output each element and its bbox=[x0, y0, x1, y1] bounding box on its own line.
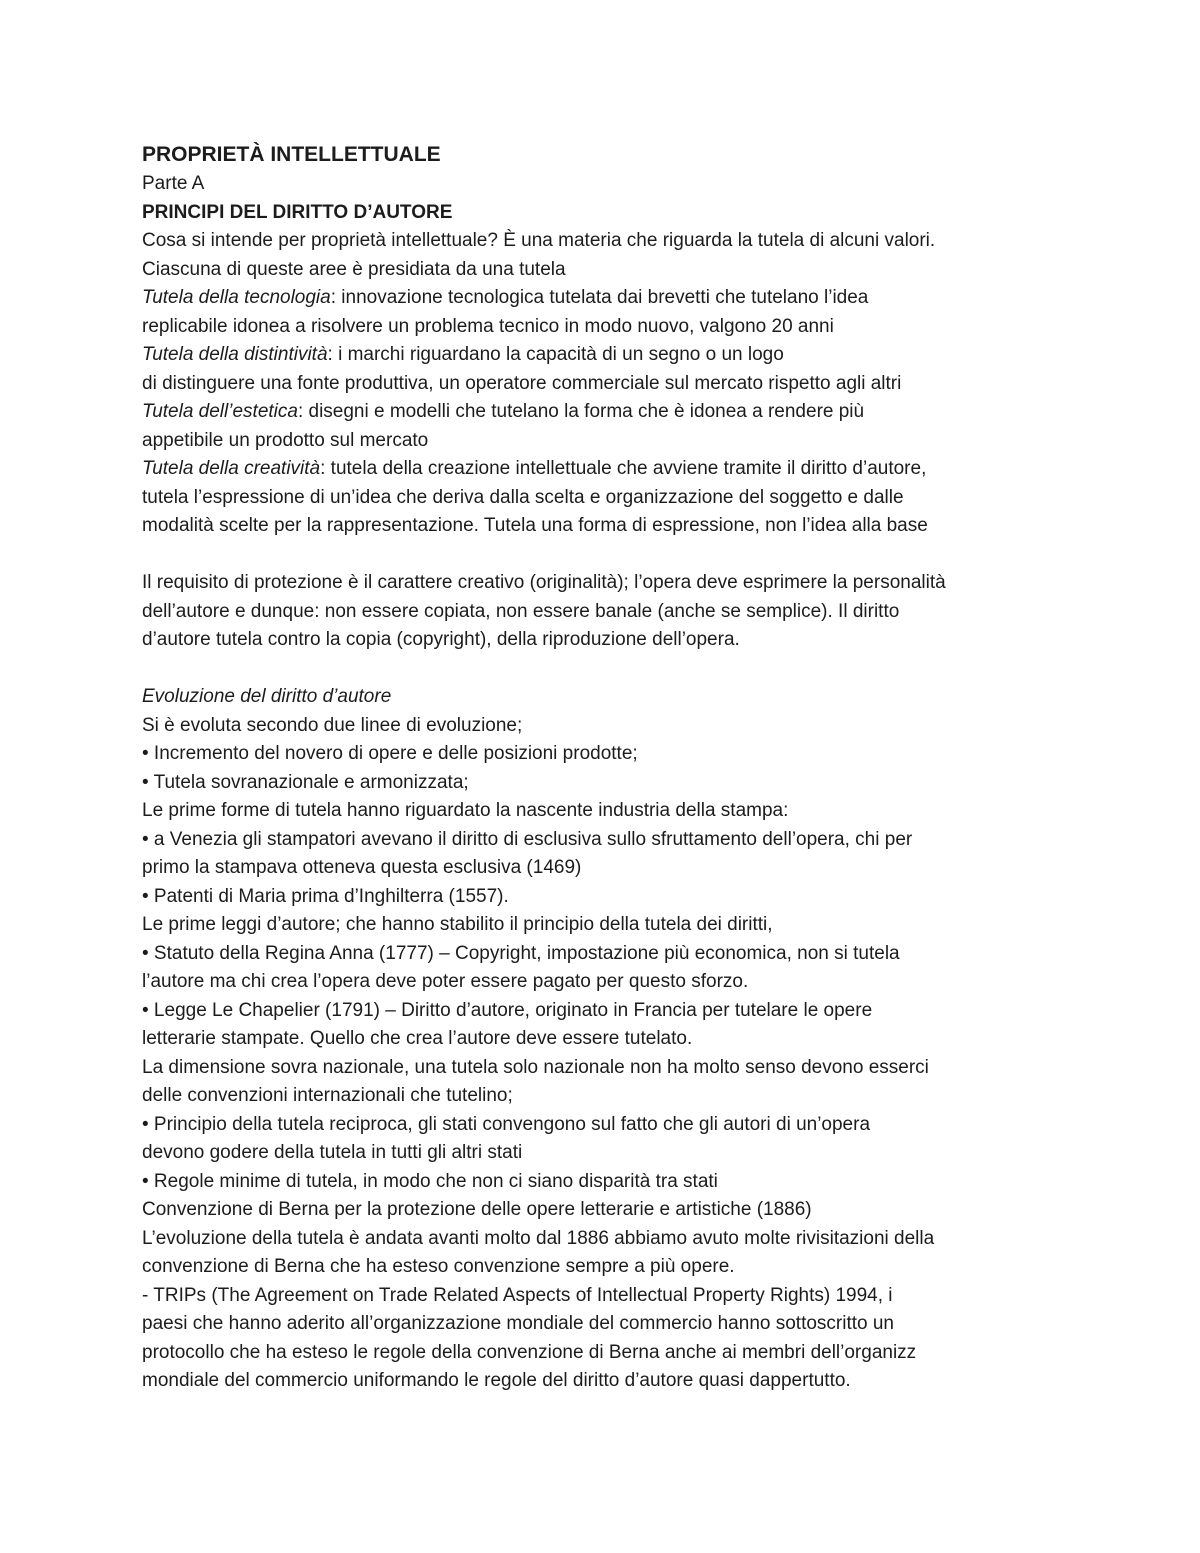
bullet-item: • Statuto della Regina Anna (1777) – Copyright, impostazione più economica, non si tutela bbox=[142, 942, 900, 964]
part-label: Parte A bbox=[142, 173, 205, 194]
text-line: d’autore tutela contro la copia (copyright), della riproduzione dell’opera. bbox=[142, 629, 740, 650]
text-line: di distinguere una fonte produttiva, un operatore commerciale sul mercato rispetto agli altri bbox=[142, 372, 902, 394]
text-line: replicabile idonea a risolvere un problema tecnico in modo nuovo, valgono 20 anni bbox=[142, 315, 834, 337]
evoluzione-heading: Evoluzione del diritto d’autore bbox=[142, 686, 392, 707]
text-line: dell’autore e dunque: non essere copiata, non essere banale (anche se semplice). Il diritto bbox=[142, 600, 900, 622]
tutela-text: : disegni e modelli che tutelano la forma che è idonea a rendere più bbox=[297, 401, 865, 422]
text-line: protocollo che ha esteso le regole della convenzione di Berna anche ai membri dell’organizz bbox=[142, 1341, 917, 1363]
bullet-item: • Incremento del novero di opere e delle posizioni prodotte; bbox=[142, 743, 638, 764]
text-line: Il requisito di protezione è il carattere creativo (originalità); l’opera deve esprimere la personalità bbox=[142, 572, 946, 593]
text-line: appetibile un prodotto sul mercato bbox=[142, 429, 429, 451]
tutela-creativita bbox=[142, 455, 1072, 541]
bullet-item: • Patenti di Maria prima d’Inghilterra (1557). bbox=[142, 885, 509, 907]
tutela-distintivita bbox=[142, 341, 1072, 398]
text-line: Cosa si intende per proprietà intellettuale? È una materia che riguarda la tutela di alcuni valori. bbox=[142, 230, 936, 251]
evoluzione-section bbox=[142, 712, 1072, 1396]
tutela-label: Tutela della creatività bbox=[142, 458, 321, 479]
section-heading: PRINCIPI DEL DIRITTO D’AUTORE bbox=[142, 201, 453, 223]
text-line: Ciascuna di queste aree è presidiata da una tutela bbox=[142, 258, 566, 280]
text-line: mondiale del commercio uniformando le regole del diritto d’autore quasi dappertutto. bbox=[142, 1370, 851, 1391]
tutela-text: : i marchi riguardano la capacità di un segno o un logo bbox=[327, 344, 784, 365]
bullet-item: • a Venezia gli stampatori avevano il diritto di esclusiva sullo sfruttamento dell’opera, chi per bbox=[142, 828, 913, 850]
text-line: La dimensione sovra nazionale, una tutela solo nazionale non ha molto senso devono esserci bbox=[142, 1056, 929, 1078]
blank-line bbox=[142, 541, 1072, 570]
bullet-item: • Principio della tutela reciproca, gli stati convengono sul fatto che gli autori di un’opera bbox=[142, 1113, 871, 1135]
document-title: PROPRIETÀ INTELLETTUALE bbox=[142, 143, 441, 166]
bullet-item: • Legge Le Chapelier (1791) – Diritto d’autore, originato in Francia per tutelare le opere bbox=[142, 999, 873, 1021]
text-line: primo la stampava otteneva questa esclusiva (1469) bbox=[142, 857, 582, 878]
text-line: tutela l’espressione di un’idea che deriva dalla scelta e organizzazione del soggetto e dalle bbox=[142, 486, 904, 508]
text-line: devono godere della tutela in tutti gli altri stati bbox=[142, 1142, 523, 1163]
text-line: Le prime forme di tutela hanno riguardato la nascente industria della stampa: bbox=[142, 800, 789, 821]
tutela-label: Tutela della distintività bbox=[142, 344, 328, 365]
text-line: L’evoluzione della tutela è andata avanti molto dal 1886 abbiamo avuto molte rivisitazioni della bbox=[142, 1227, 935, 1249]
text-line: Si è evoluta secondo due linee di evoluzione; bbox=[142, 714, 523, 736]
tutela-text: : innovazione tecnologica tutelata dai brevetti che tutelano l’idea bbox=[330, 287, 869, 308]
text-line: Le prime leggi d’autore; che hanno stabilito il principio della tutela dei diritti, bbox=[142, 914, 773, 935]
text-line: Convenzione di Berna per la protezione delle opere letterarie e artistiche (1886) bbox=[142, 1199, 812, 1220]
text-line: l’autore ma chi crea l’opera deve poter essere pagato per questo sforzo. bbox=[142, 971, 749, 992]
blank-line bbox=[142, 655, 1072, 684]
text-line: delle convenzioni internazionali che tutelino; bbox=[142, 1085, 513, 1106]
document-page bbox=[142, 141, 1072, 1396]
tutela-label: Tutela della tecnologia bbox=[142, 287, 331, 308]
bullet-item: • Regole minime di tutela, in modo che non ci siano disparità tra stati bbox=[142, 1170, 718, 1192]
text-line: modalità scelte per la rappresentazione. Tutela una forma di espressione, non l’idea alla base bbox=[142, 515, 928, 536]
tutela-label: Tutela dell’estetica bbox=[142, 401, 298, 422]
tutela-text: : tutela della creazione intellettuale che avviene tramite il diritto d’autore, bbox=[320, 458, 927, 479]
text-line: paesi che hanno aderito all’organizzazione mondiale del commercio hanno sottoscritto un bbox=[142, 1313, 895, 1334]
bullet-item: • Tutela sovranazionale e armonizzata; bbox=[142, 771, 469, 793]
intro-paragraph bbox=[142, 227, 1072, 284]
tutela-tecnologia bbox=[142, 284, 1072, 341]
tutela-estetica bbox=[142, 398, 1072, 455]
requisito-paragraph bbox=[142, 569, 1072, 655]
text-line: convenzione di Berna che ha esteso convenzione sempre a più opere. bbox=[142, 1256, 735, 1277]
text-line: - TRIPs (The Agreement on Trade Related Aspects of Intellectual Property Rights) 1994, i bbox=[142, 1284, 893, 1306]
text-line: letterarie stampate. Quello che crea l’autore deve essere tutelato. bbox=[142, 1028, 693, 1049]
